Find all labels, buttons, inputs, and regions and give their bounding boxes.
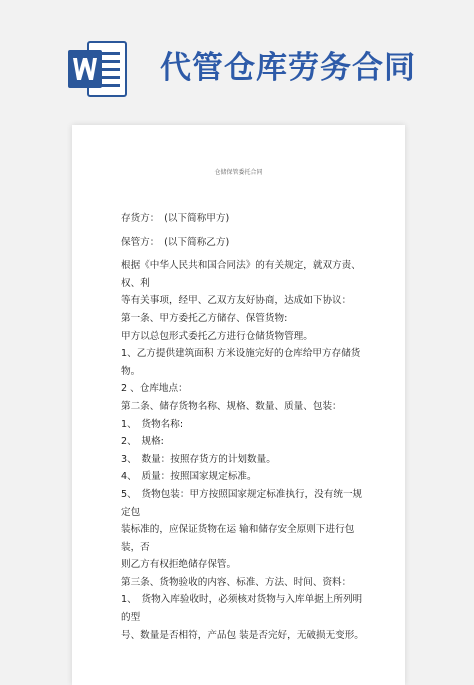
text-line: 装标准的，应保证货物在运 输和储存安全原则下进行包装，否 bbox=[121, 524, 355, 553]
word-document-icon bbox=[66, 38, 128, 100]
document-header: 仓储保管委托合同 bbox=[214, 169, 263, 176]
list-item: 1、 货物名称: bbox=[121, 418, 184, 430]
list-item: 3、 数量：按照存货方的计划数量。 bbox=[121, 453, 276, 465]
list-item: 2、 规格: bbox=[121, 436, 164, 448]
document-body bbox=[121, 210, 366, 644]
document-page bbox=[72, 125, 405, 685]
list-item: 4、 质量：按照国家规定标准。 bbox=[121, 471, 257, 483]
text-line: 甲方以总包形式委托乙方进行仓储货物管理。 bbox=[121, 330, 313, 342]
text-line: 2 、仓库地点： bbox=[121, 383, 188, 395]
clause-heading: 第二条、储存货物名称、规格、数量、质量、包装： bbox=[121, 400, 342, 412]
list-item: 5、 货物包装：甲方按照国家规定标准执行，没有统一规定包 bbox=[121, 488, 363, 518]
text-line: 根据《中华人民共和国合同法》的有关规定，就双方责、权、利 bbox=[121, 260, 361, 289]
party-b-line: 保管方： (以下简称乙方) bbox=[121, 236, 230, 248]
clause-heading: 第一条、甲方委托乙方储存、保管货物: bbox=[121, 312, 288, 324]
text-line: 则乙方有权拒绝储存保管。 bbox=[121, 559, 237, 571]
party-a-line: 存货方： (以下简称甲方) bbox=[121, 213, 230, 224]
clause-heading: 第三条、货物验收的内容、标准、方法、时间、资料： bbox=[121, 576, 352, 588]
banner bbox=[0, 0, 474, 120]
list-item: 1、 货物入库验收时，必须核对货物与入库单据上所列明的型 bbox=[121, 594, 363, 624]
text-line: 1、乙方提供建筑面积 方米设施完好的仓库给甲方存储货物。 bbox=[121, 348, 361, 377]
banner-title: 代管仓库劳务合同 bbox=[160, 50, 416, 86]
text-line: 号、数量是否相符，产品包 装是否完好，无破损无变形。 bbox=[121, 629, 364, 641]
text-line: 等有关事项，经甲、乙双方友好协商，达成如下协议： bbox=[121, 295, 352, 307]
